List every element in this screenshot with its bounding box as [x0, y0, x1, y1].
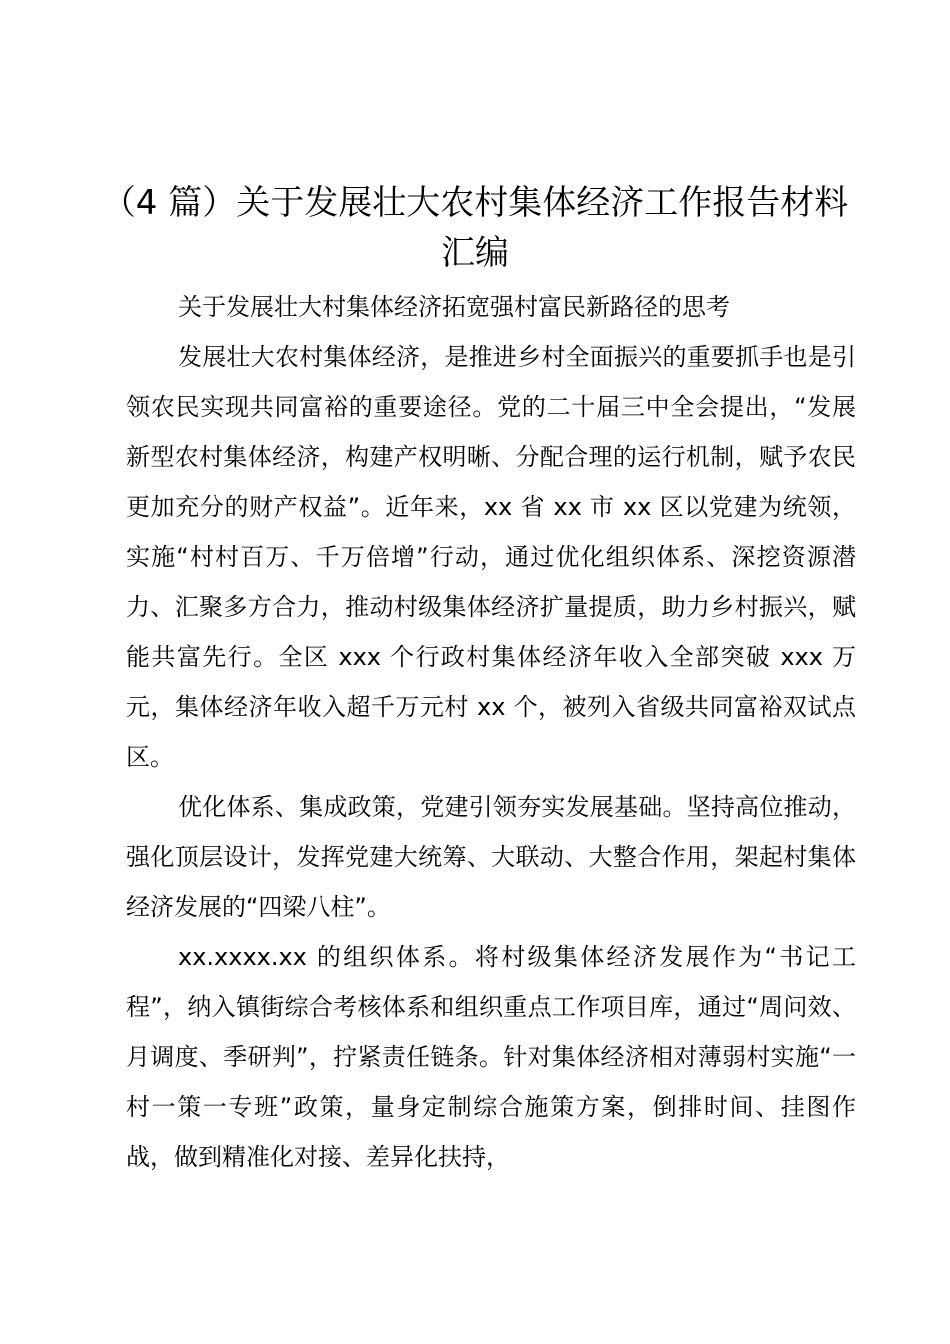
document-subtitle: 关于发展壮大村集体经济拓宽强村富民新路径的思考 — [178, 293, 730, 321]
document-body — [126, 282, 856, 1182]
document-title: （4 篇）关于发展壮大农村集体经济工作报告材料汇编 — [101, 183, 849, 273]
paragraph-organization-system: xx.xxxx.xx 的组织体系。将村级集体经济发展作为“书记工程”，纳入镇街综合考核体系和组织重点工作项目库，通过“周问效、月调度、季研判”，拧紧责任链条。针对集体经济相对薄弱村实施“一村一策一专班”政策，量身定制综合施策方案，倒排时间、挂图作战，做到精准化对接、差异化扶持， — [126, 943, 856, 1171]
paragraph-optimize-system: 优化体系、集成政策，党建引领夯实发展基础。坚持高位推动，强化顶层设计，发挥党建大统筹、大联动、大整合作用，架起村集体经济发展的“四梁八柱”。 — [126, 793, 856, 921]
paragraph-intro: 发展壮大农村集体经济，是推进乡村全面振兴的重要抓手也是引领农民实现共同富裕的重要途径。党的二十届三中全会提出，“发展新型农村集体经济，构建产权明晰、分配合理的运行机制，赋予农民更加充分的财产权益”。近年来，xx 省 xx 市 xx 区以党建为统领，实施“村村百万、千万倍增”行动，通过优化组织体系、深挖资源潜力、汇聚多方合力，推动村级集体经济扩量提质，助力乡村振兴，赋能共富先行。全区 xxx 个行政村集体经济年收入全部突破 xxx 万元，集体经济年收入超千万元村 xx 个，被列入省级共同富裕双试点区。 — [126, 343, 856, 771]
